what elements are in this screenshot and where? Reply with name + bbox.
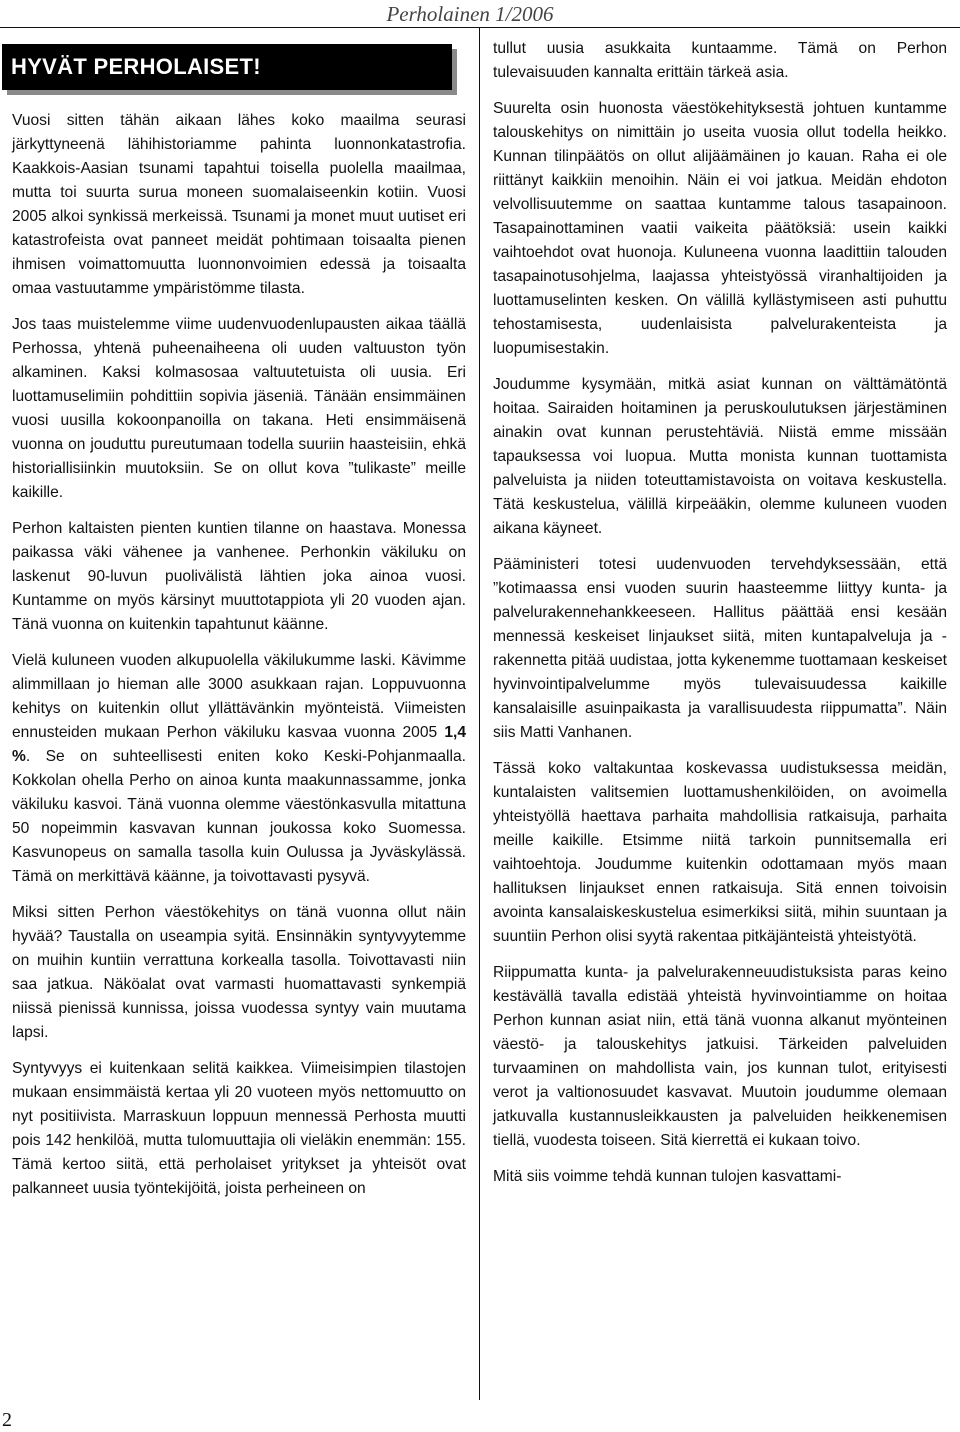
page-number: 2 [2,1409,12,1431]
paragraph: Tässä koko valtakuntaa koskevassa uudistuksessa meidän, kuntalaisten valitsemien luottamushenkilöiden, on avoimella yhteistyöllä haettava parhaita mahdollisia ratkaisuja, parhaita meille kaikille. Etsimme niitä tarkoin punnitsemalla eri vaihtoehtoja. Joudumme kuitenkin odottamaan myös maan hallituksen linjaukset ennen ratkaisuja. Sitä ennen toivoisin avointa kansalaiskeskustelua esimerkiksi siitä, mihin suuntaan ja suuntiin Perhon olisi syytä rakentaa pitkäjänteistä yhteistyötä. [493,760,947,945]
paragraph: Syntyvyys ei kuitenkaan selitä kaikkea. Viimeisimpien tilastojen mukaan ensimmäistä kertaa yli 20 vuoteen myös nettomuutto on nyt positiivista. Marraskuun loppuun mennessä Perhosta muutti pois 142 henkilöä, mutta tulomuuttajia oli vieläkin enemmän: 155. Tämä kertoo siitä, että perholaiset yritykset ja yhteisöt ovat palkanneet uusia työntekijöitä, joista perheineen on [12,1060,466,1197]
growth-percentage: 1,4 % [12,724,466,765]
paragraph: tullut uusia asukkaita kuntaamme. Tämä on Perhon tulevaisuuden kannalta erittäin tärkeä asia. [493,40,947,81]
paragraph: Riippumatta kunta- ja palvelurakenneuudistuksista paras keino kestävällä tavalla edistää yhteistä hyvinvointiamme on hoitaa Perhon kunnan asiat niin, että tänä vuonna alkanut myönteinen väestö- ja talouskehitys jatkuisi. Tärkeiden palveluiden turvaaminen on mahdollista vain, jos kunnan tulot, erityisesti verot ja valtionosuudet kasvavat. Muutoin joudumme olemaan jatkuvalla kustannusleikkausten ja palveluiden heikkenemisen tiellä, vuodesta toiseen. Sitä kierrettä ei kukaan toivo. [493,964,947,1149]
column-divider [479,28,480,1400]
paragraph: Vuosi sitten tähän aikaan lähes koko maailma seurasi järkyttyneenä lähihistoriamme pahinta luonnonkatastrofia. Kaakkois-Aasian tsunami tapahtui toisella puolella maailmaa, mutta toi suurta surua moneen suomalaiseenkin kotiin. Vuosi 2005 alkoi synkissä merkeissä. Tsunami ja monet muut uutiset eri katastrofeista ovat panneet meidät pohtimaan toisaalta pienen ihmisen voimattomuutta luonnonvoimien edessä ja toisaalta omaa vastuutamme ympäristömme tilasta. [12,112,466,297]
paragraph: Mitä siis voimme tehdä kunnan tulojen kasvattami- [493,1168,842,1185]
left-column [12,109,466,1213]
header-rule [0,27,960,28]
paragraph: Miksi sitten Perhon väestökehitys on tänä vuonna ollut näin hyvää? Taustalla on useampia syitä. Ensinnäkin syntyvyytemme on muihin kuntiin verrattuna korkealla tasolla. Toivottavasti niin saa jatkua. Näköalat ovat varmasti huomattavasti synkempiä niissä pienissä kunnissa, joissa vuodessa syntyy vain muutama lapsi. [12,904,466,1041]
paragraph: Suurelta osin huonosta väestökehityksestä johtuen kuntamme talouskehitys on nimittäin jo useita vuosia ollut todella heikko. Kunnan tilinpäätös on ollut alijäämäinen jo kauan. Raha ei ole riittänyt kaikkiin menoihin. Näin ei voi jatkua. Meidän ehdoton velvollisuutemme on saattaa kuntamme talous tasapainoon. Tasapainottaminen vaatii vaikeita päätöksiä: usein kaikki vaihtoehdot ovat huonoja. Kuluneena vuonna laadittiin talouden tasapainotusohjelma, laajassa yhteistyössä viranhaltijoiden ja luottamuselinten kesken. On välillä kyllästymiseen asti puhuttu tehostamisesta, uudenlaisista palvelurakenteista ja luopumisestakin. [493,100,947,357]
paragraph-text: Vielä kuluneen vuoden alkupuolella väkilukumme laski. Kävimme alimmillaan jo hieman alle 3000 asukkaan rajan. Loppuvuonna kehitys on kuitenkin ollut yllättävänkin myönteistä. Viimeisten ennusteiden mukaan Perhon väkiluku kasvaa vuonna 2005 [12,652,466,741]
paragraph-text: . Se on suhteellisesti eniten koko Keski-Pohjanmaalla. Kokkolan ohella Perho on ainoa kunta maakunnassamme, jonka väkiluku kasvoi. Tänä vuonna olemme väestönkasvulla mitattuna 50 nopeimmin kasvavan kunnan joukossa koko Suomessa. Kasvunopeus on samalla tasolla kuin Oulussa ja Jyväskylässä. Tämä on merkittävä käänne, ja toivottavasti pysyvä. [12,748,466,885]
paragraph [12,649,466,889]
paragraph: Perhon kaltaisten pienten kuntien tilanne on haastava. Monessa paikassa väki vähenee ja vanhenee. Perhonkin väkiluku on laskenut 90-luvun puolivälistä lähtien joka ainoa vuosi. Kuntamme on myös kärsinyt muuttotappiota yli 20 vuoden ajan. Tänä vuonna on kuitenkin tapahtunut käänne. [12,520,466,633]
paragraph: Jos taas muistelemme viime uudenvuodenlupausten aikaa täällä Perhossa, yhtenä puheenaiheena oli uuden valtuuston työn alkaminen. Kaksi kolmasosaa valtuutetuista oli uusia. Eri luottamuselimiin pohdittiin sopivia jäseniä. Tänään ensimmäinen vuosi uusilla kokoonpanoilla on takana. Heti ensimmäisenä vuonna on jouduttu pureutumaan todella suuriin haasteisiin, ehkä historiallisiinkin muutoksiin. Se on ollut kova ”tulikaste” meille kaikille. [12,316,466,501]
article-title-banner: HYVÄT PERHOLAISET! [2,44,452,90]
paragraph: Joudumme kysymään, mitkä asiat kunnan on välttämätöntä hoitaa. Sairaiden hoitaminen ja peruskoulutuksen järjestäminen ainakin ovat kunnan perustehtäviä. Niistä emme missään tapauksessa voi luopua. Mutta monista kunnan tuottamista palveluista ja niiden toteuttamistavoista on voitava keskustella. Tätä keskustelua, välillä kirpeääkin, olemme kuluneen vuoden aikana käyneet. [493,376,947,537]
publication-header: Perholainen 1/2006 [386,2,554,26]
paragraph: Pääministeri totesi uudenvuoden tervehdyksessään, että ”kotimaassa ensi vuoden suurin haasteemme liittyy kunta- ja palvelurakennehankkeeseen. Hallitus päättää ensi kesään mennessä keskeiset linjaukset siitä, miten kuntapalveluja ja -rakennetta pitää uudistaa, jotta kykenemme tuottamaan keskeiset hyvinvointipalvelumme myös tulevaisuudessa kaikille kansalaisille asuinpaikasta ja varallisuudesta riippumatta”. Näin siis Matti Vanhanen. [493,556,947,741]
right-column [493,37,947,1201]
